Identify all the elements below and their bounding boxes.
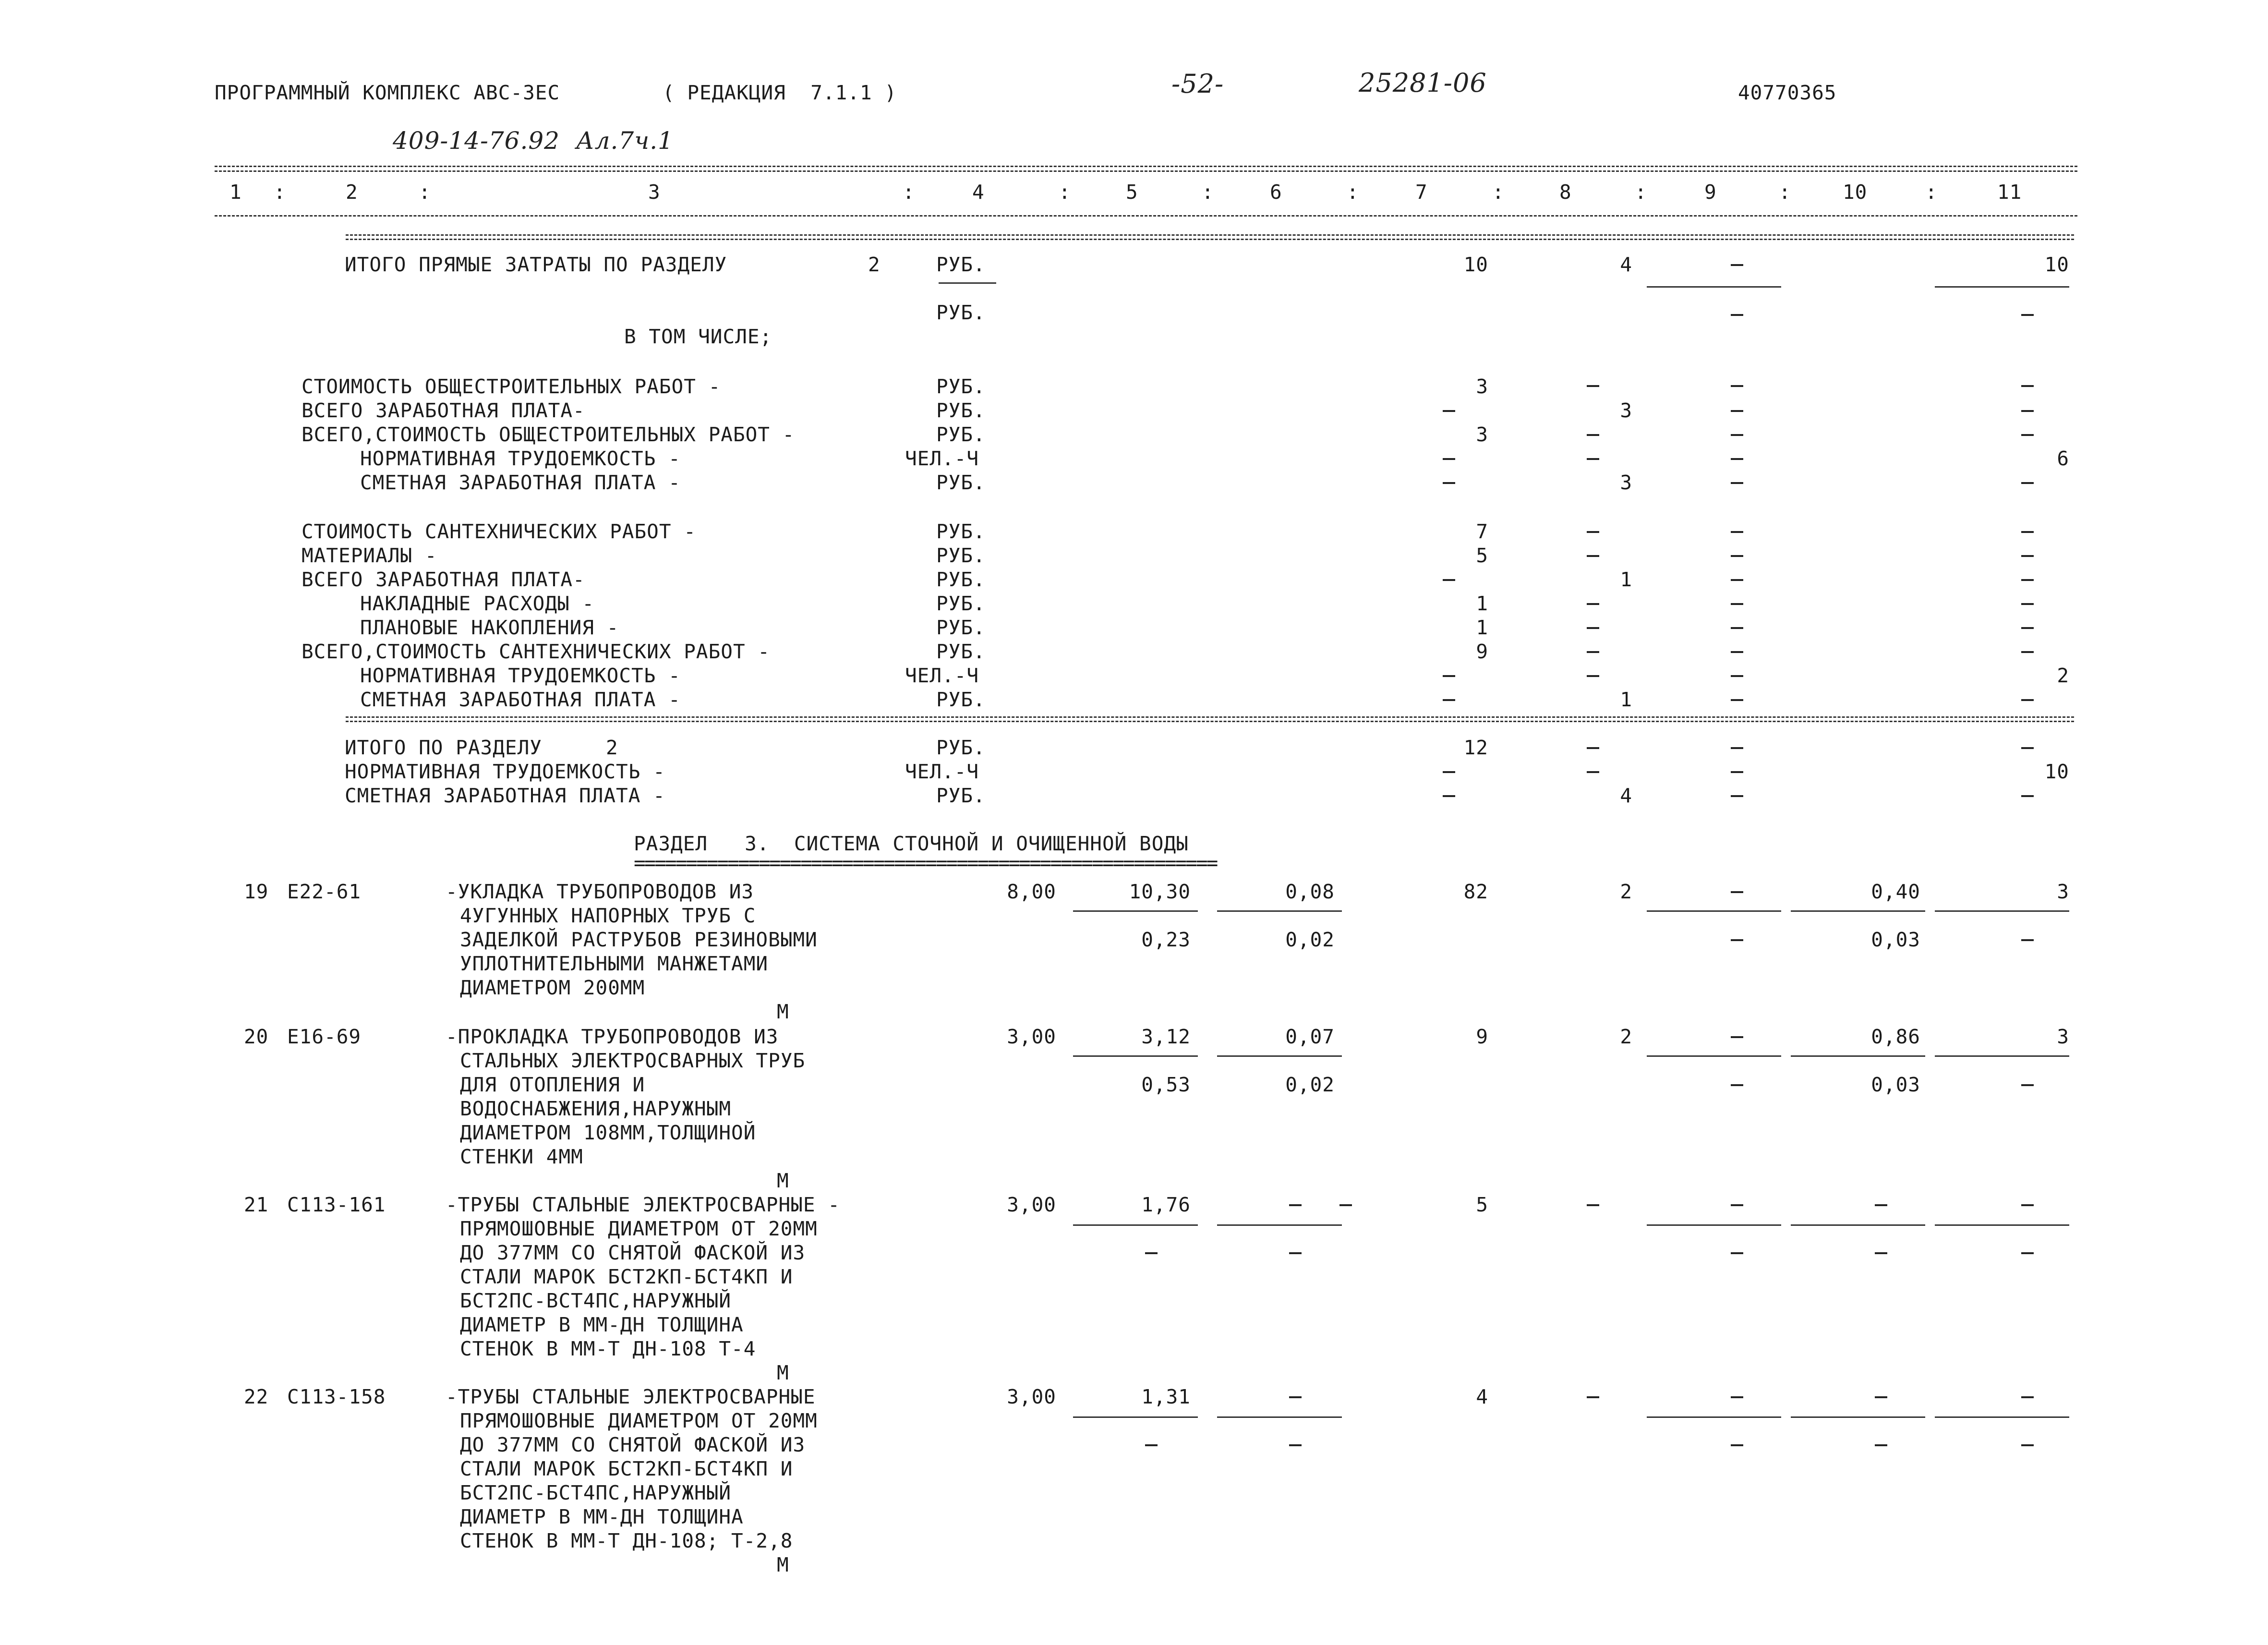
frac-line [1647,1055,1781,1057]
unit-rub: РУБ. [936,784,986,807]
item-desc-line: ДИАМЕТР В ММ-ДН ТОЛЩИНА [460,1313,744,1336]
item-unit: М [777,1169,789,1192]
unit-chel: ЧЕЛ.-Ч [905,664,979,687]
unit-rub: РУБ. [936,688,986,711]
unit-rub: РУБ. [936,301,986,324]
dash [2021,531,2034,533]
item-desc-line: БСТ2ПС-ВСТ4ПС,НАРУЖНЫЙ [460,1289,732,1312]
dash [1875,1396,1887,1398]
dash [2021,1396,2034,1398]
frac-line [1073,1055,1198,1057]
value: 2 [2057,664,2069,687]
row-label: ВСЕГО,СТОИМОСТЬ ОБЩЕСТРОИТЕЛЬНЫХ РАБОТ - [302,423,795,446]
dash [1289,1444,1302,1446]
item-code: С113-158 [287,1385,386,1408]
row-label: НОРМАТИВНАЯ ТРУДОЕМКОСТЬ - [345,760,665,783]
document-page: ПРОГРАММНЫЙ КОМПЛЕКС АВС-ЗЕС ( РЕДАКЦИЯ 7.1.1 ) -52- 25281-06 40770365 409-14-76.92 Ал.7ч.1 1 : 2 : 3 : 4 : 5 : 6 : 7 : 8 : 9 : 10 : 11 ИТОГО ПРЯМЫЕ ЗАТРАТЫ ПО РАЗДЕЛУ 2 РУБ. 10 4 10 РУБ. В ТОМ ЧИСЛЕ; СТОИМОСТЬ ОБЩЕСТРОИТЕЛЬНЫХ РАБОТ - РУБ. 3 ВСЕГО ЗАРАБОТНАЯ ПЛАТА- РУБ. 3 ВСЕГО,СТОИМОСТЬ ОБЩЕСТРОИТЕЛЬНЫХ РАБОТ - РУБ. 3 НОРМАТИВНАЯ ТРУДОЕМКОСТЬ - ЧЕЛ.-Ч 6 СМЕТНАЯ ЗАРАБОТНАЯ ПЛАТА - РУБ. 3 СТОИМОСТЬ САНТЕХНИЧЕСКИХ РАБОТ - РУБ. 7 МАТЕРИАЛЫ - РУБ. 5 ВСЕГО ЗАРАБОТНАЯ ПЛАТА- РУБ. 1 НАКЛАДНЫЕ РАСХОДЫ - РУБ. 1 ПЛАНОВЫЕ НАКОПЛЕНИЯ - РУБ. 1 ВСЕГО,СТОИМОСТЬ САНТЕХНИЧЕСКИХ РАБОТ - РУБ. 9 НОРМАТИВНАЯ ТРУДОЕМКОСТЬ - ЧЕЛ.-Ч 2 СМЕТНАЯ ЗАРАБОТНАЯ ПЛАТА - РУБ. 1 ИТОГО ПО РАЗДЕЛУ 2 РУБ. 12 НОРМАТИВНАЯ ТРУДОЕМКОСТЬ - ЧЕЛ.-Ч 10 СМЕТНАЯ ЗАРАБОТНАЯ ПЛАТА - РУБ. 4 РАЗДЕЛ 3. СИСТЕМА СТОЧНОЙ И ОЧИЩЕННОЙ ВОДЫ ======================================================== 19 Е22-61 -УКЛАДКА ТРУБОПРОВОДОВ ИЗ 4УГУННЫХ НАПОРНЫХ ТРУБ С ЗАДЕЛКОЙ РАСТРУБОВ РЕЗИНОВЫМИ УПЛОТНИТЕЛЬНЫМИ МАНЖЕТАМИ ДИАМЕТРОМ 200ММ М 8,00 10,30 0,08 0,23 0,02 82 2 0,40 3 0,03 20 Е16-69 -ПРОКЛАДКА ТРУБОПРОВОДОВ ИЗ СТАЛЬНЫХ ЭЛЕКТРОСВАРНЫХ ТРУБ ДЛЯ ОТОПЛЕНИЯ И ВОДОСНАБЖЕНИЯ,НАРУЖНЫМ ДИАМЕТРОМ 108ММ,ТОЛЩИНОЙ СТЕНКИ 4ММ М 3,00 3,12 0,07 0,53 0,02 9 2 0,86 3 0,03 21 С113-161 -ТРУБЫ СТАЛЬНЫЕ ЭЛЕКТРОСВАРНЫЕ - ПРЯМОШОВНЫЕ ДИАМЕТРОМ ОТ 20ММ ДО 377ММ СО СНЯТОЙ ФАСКОЙ ИЗ СТАЛИ МАРОК БСТ2КП-БСТ4КП И БСТ2ПС-ВСТ4ПС,НАРУЖНЫЙ ДИАМЕТР В ММ-ДН ТОЛЩИНА СТЕНОК В ММ-Т ДН-108 Т-4 М 3,00 1,76 5 22 С113-158 -ТРУБЫ СТАЛЬНЫЕ ЭЛЕКТРОСВАРНЫЕ ПРЯМОШОВНЫЕ ДИАМЕТРОМ ОТ 20ММ ДО 377ММ СО СНЯТОЙ ФАСКОЙ ИЗ СТАЛИ МАРОК БСТ2КП-БСТ4КП И БСТ2ПС-БСТ4ПС,НАРУЖНЫЙ ДИАМЕТР В ММ-ДН ТОЛЩИНА СТЕНОК В ММ-Т ДН-108; Т-2,8 М 3,00 1,31 4 [0,0,2268,1645]
item-desc-line: СТАЛИ МАРОК БСТ2КП-БСТ4КП И [460,1265,793,1288]
frac-line [1935,1416,2069,1418]
frac-line [1647,1416,1781,1418]
item-c11: 3 [2057,1025,2069,1048]
program-name: ПРОГРАММНЫЙ КОМПЛЕКС АВС-ЗЕС [215,81,560,104]
section-rule [346,716,2074,718]
header-rule-top-2 [215,170,2077,172]
total-direct-label: ИТОГО ПРЯМЫЕ ЗАТРАТЫ ПО РАЗДЕЛУ [345,253,727,276]
doc-reference: 409-14-76.92 Ал.7ч.1 [393,127,674,155]
item-no: 21 [244,1193,269,1216]
item-desc-line: -ПРОКЛАДКА ТРУБОПРОВОДОВ ИЗ [446,1025,779,1048]
header-rule-bottom [215,215,2077,217]
dash [1731,603,1743,605]
col-6: 6 [1270,181,1282,204]
item-desc-line: БСТ2ПС-БСТ4ПС,НАРУЖНЫЙ [460,1481,732,1504]
item-desc-line: -УКЛАДКА ТРУБОПРОВОДОВ ИЗ [446,880,754,903]
dash [1145,1444,1158,1446]
unit-rub: РУБ. [936,375,986,398]
item-c5b: 0,23 [1141,928,1191,951]
item-desc-line: ПРЯМОШОВНЫЕ ДИАМЕТРОМ ОТ 20ММ [460,1217,818,1240]
frac-line [1647,286,1781,288]
dash [1731,434,1743,436]
row-label: ВСЕГО,СТОИМОСТЬ САНТЕХНИЧЕСКИХ РАБОТ - [302,640,770,663]
dash [2021,627,2034,629]
frac-line [1647,910,1781,912]
row-label: СТОИМОСТЬ САНТЕХНИЧЕСКИХ РАБОТ - [302,520,696,543]
value: 1 [1476,592,1488,615]
dash [1289,1204,1302,1206]
dash [1587,1204,1599,1206]
item-qty: 3,00 [1007,1385,1056,1408]
dash [1443,699,1455,701]
dash [2021,747,2034,749]
col-5: 5 [1126,181,1138,204]
dash [1875,1204,1887,1206]
dash [1443,675,1455,677]
dash [1731,579,1743,581]
item-desc-line: УПЛОТНИТЕЛЬНЫМИ МАНЖЕТАМИ [460,952,769,975]
frac-line [1791,1224,1925,1226]
value: 4 [1620,784,1632,807]
item-desc-line: СТАЛЬНЫХ ЭЛЕКТРОСВАРНЫХ ТРУБ [460,1049,806,1072]
frac-line [1217,1055,1342,1057]
item-desc-line: СТЕНОК В ММ-Т ДН-108; Т-2,8 [460,1529,793,1552]
dash [1443,458,1455,460]
frac-line [1791,1416,1925,1418]
dash [1145,1252,1158,1254]
item-c11: 3 [2057,880,2069,903]
dash [1587,531,1599,533]
dash [1443,410,1455,412]
item-desc-line: -ТРУБЫ СТАЛЬНЫЕ ЭЛЕКТРОСВАРНЫЕ - [446,1193,840,1216]
doc-code: 40770365 [1738,81,1837,104]
unit-rub: РУБ. [936,520,986,543]
section-3-title: РАЗДЕЛ 3. СИСТЕМА СТОЧНОЙ И ОЧИЩЕННОЙ ВОДЫ [634,832,1189,855]
dash [1289,1252,1302,1254]
dash [1875,1444,1887,1446]
section-total-label: ИТОГО ПО РАЗДЕЛУ [345,736,542,759]
value: 1 [1620,688,1632,711]
unit-chel: ЧЕЛ.-Ч [905,447,979,470]
dash [2021,1204,2034,1206]
item-c8: 2 [1620,1025,1632,1048]
item-c7: 9 [1476,1025,1488,1048]
frac-line [1217,910,1342,912]
item-c6: 0,08 [1285,880,1335,903]
item-c5: 1,76 [1141,1193,1191,1216]
dash [1731,1444,1743,1446]
item-desc-line: СТАЛИ МАРОК БСТ2КП-БСТ4КП И [460,1457,793,1480]
dash [1731,458,1743,460]
dash [1731,795,1743,797]
dash [1587,434,1599,436]
item-desc-line: ДЛЯ ОТОПЛЕНИЯ И [460,1073,645,1096]
dash [1731,747,1743,749]
item-c5b: 0,53 [1141,1073,1191,1096]
item-c10: 0,86 [1871,1025,1920,1048]
item-no: 19 [244,880,269,903]
dash [2021,434,2034,436]
item-code: С113-161 [287,1193,386,1216]
dash [1443,771,1455,773]
item-c10b: 0,03 [1871,1073,1920,1096]
dash [1731,482,1743,484]
dash [1443,579,1455,581]
row-label: НОРМАТИВНАЯ ТРУДОЕМКОСТЬ - [360,447,681,470]
item-desc-line: ДО 377ММ СО СНЯТОЙ ФАСКОЙ ИЗ [460,1241,806,1264]
item-unit: М [777,1361,789,1384]
unit-rub: РУБ. [936,640,986,663]
col-10: 10 [1843,181,1868,204]
item-qty: 3,00 [1007,1025,1056,1048]
dash [2021,795,2034,797]
dash [1587,675,1599,677]
row-label: ВСЕГО ЗАРАБОТНАЯ ПЛАТА- [302,399,585,422]
dash [1731,410,1743,412]
dash [1587,747,1599,749]
item-desc-line: 4УГУННЫХ НАПОРНЫХ ТРУБ С [460,904,756,927]
dash [1731,627,1743,629]
col-11: 11 [1997,181,2022,204]
dash [2021,1084,2034,1086]
item-c10b: 0,03 [1871,928,1920,951]
dash [1731,555,1743,557]
dash [1731,891,1743,893]
unit-rub: РУБ. [936,253,986,276]
unit-rub: РУБ. [936,544,986,567]
frac-line [1935,910,2069,912]
dash [2021,651,2034,653]
dash [1587,458,1599,460]
row-label: ВСЕГО ЗАРАБОТНАЯ ПЛАТА- [302,568,585,591]
dash [1587,555,1599,557]
row-label: СТОИМОСТЬ ОБЩЕСТРОИТЕЛЬНЫХ РАБОТ - [302,375,721,398]
dash [1731,1204,1743,1206]
in-that-number: В ТОМ ЧИСЛЕ; [624,325,772,348]
col-2: 2 [346,181,358,204]
col-7: 7 [1415,181,1428,204]
value: 6 [2057,447,2069,470]
col-3: 3 [648,181,661,204]
dash [1339,1204,1352,1206]
item-c6b: 0,02 [1285,1073,1335,1096]
item-desc-line: ЗАДЕЛКОЙ РАСТРУБОВ РЕЗИНОВЫМИ [460,928,818,951]
dash [1731,771,1743,773]
total-direct-c8: 4 [1620,253,1632,276]
value: 9 [1476,640,1488,663]
dash [1443,795,1455,797]
row-label: СМЕТНАЯ ЗАРАБОТНАЯ ПЛАТА - [345,784,665,807]
row-label: СМЕТНАЯ ЗАРАБОТНАЯ ПЛАТА - [360,471,681,494]
item-c8: 2 [1620,880,1632,903]
col-1: 1 [229,181,242,204]
row-label: ПЛАНОВЫЕ НАКОПЛЕНИЯ - [360,616,619,639]
item-no: 20 [244,1025,269,1048]
dash [2021,579,2034,581]
value: 3 [1620,471,1632,494]
frac-line [939,282,996,284]
value: 7 [1476,520,1488,543]
item-code: Е22-61 [287,880,362,903]
item-unit: М [777,1000,789,1023]
dash [2021,699,2034,701]
dash [1731,1036,1743,1038]
item-code: Е16-69 [287,1025,362,1048]
dash [1731,939,1743,941]
dash [1587,627,1599,629]
dash [1731,1396,1743,1398]
unit-rub: РУБ. [936,616,986,639]
section-rule-2 [346,239,2074,240]
dash [1731,1252,1743,1254]
dash [2021,603,2034,605]
item-c5: 3,12 [1141,1025,1191,1048]
dash [1731,651,1743,653]
dash [2021,555,2034,557]
value: 3 [1476,423,1488,446]
value: 5 [1476,544,1488,567]
total-direct-num: 2 [868,253,881,276]
unit-rub: РУБ. [936,399,986,422]
unit-chel: ЧЕЛ.-Ч [905,760,979,783]
item-desc-line: СТЕНОК В ММ-Т ДН-108 Т-4 [460,1337,756,1360]
item-c7: 5 [1476,1193,1488,1216]
total-direct-c7: 10 [1463,253,1488,276]
item-c5: 1,31 [1141,1385,1191,1408]
dash [2021,939,2034,941]
item-c6: 0,07 [1285,1025,1335,1048]
dash [2021,1252,2034,1254]
dash [1731,675,1743,677]
item-c10: 0,40 [1871,880,1920,903]
frac-line [1217,1224,1342,1226]
dash [2021,385,2034,387]
value: 10 [2044,760,2069,783]
dash [1289,1396,1302,1398]
dash [2021,410,2034,412]
item-c7: 4 [1476,1385,1488,1408]
dash [2021,314,2034,316]
program-edition: ( РЕДАКЦИЯ 7.1.1 ) [663,81,897,104]
frac-line [1935,1055,2069,1057]
dash [1875,1252,1887,1254]
col-8: 8 [1559,181,1572,204]
section-rule-2 [346,721,2074,722]
total-direct-c11: 10 [2044,253,2069,276]
dash [2021,1444,2034,1446]
frac-line [1217,1416,1342,1418]
item-desc-line: ДИАМЕТРОМ 200ММ [460,976,645,999]
item-no: 22 [244,1385,269,1408]
item-desc-line: ВОДОСНАБЖЕНИЯ,НАРУЖНЫМ [460,1097,732,1120]
section-total-num: 2 [606,736,618,759]
frac-line [1791,1055,1925,1057]
frac-line [1073,1224,1198,1226]
unit-rub: РУБ. [936,736,986,759]
value: 12 [1463,736,1488,759]
dash [1587,771,1599,773]
item-desc-line: ДИАМЕТРОМ 108ММ,ТОЛЩИНОЙ [460,1121,756,1144]
item-c6b: 0,02 [1285,928,1335,951]
unit-rub: РУБ. [936,568,986,591]
dash [1731,531,1743,533]
unit-rub: РУБ. [936,423,986,446]
item-desc-line: -ТРУБЫ СТАЛЬНЫЕ ЭЛЕКТРОСВАРНЫЕ [446,1385,816,1408]
item-qty: 8,00 [1007,880,1056,903]
dash [1731,314,1743,316]
dash [1587,1396,1599,1398]
value: 3 [1476,375,1488,398]
item-desc-line: ПРЯМОШОВНЫЕ ДИАМЕТРОМ ОТ 20ММ [460,1409,818,1432]
doc-number: 25281-06 [1359,68,1487,98]
col-9: 9 [1704,181,1717,204]
frac-line [1935,1224,2069,1226]
section-rule [346,234,2074,236]
item-desc-line: ДИАМЕТР В ММ-ДН ТОЛЩИНА [460,1505,744,1528]
value: 1 [1476,616,1488,639]
frac-line [1647,1224,1781,1226]
value: 3 [1620,399,1632,422]
dash [2021,482,2034,484]
page-number: -52- [1171,69,1224,99]
item-c5: 10,30 [1129,880,1191,903]
dash [1587,385,1599,387]
row-label: СМЕТНАЯ ЗАРАБОТНАЯ ПЛАТА - [360,688,681,711]
frac-line [1791,910,1925,912]
frac-line [1935,286,2069,288]
dash [1587,603,1599,605]
section-3-underline: ======================================================== [634,851,1217,874]
dash [1731,1084,1743,1086]
header-rule-top [215,166,2077,167]
item-unit: М [777,1553,789,1576]
unit-rub: РУБ. [936,592,986,615]
item-c7: 82 [1463,880,1488,903]
value: 1 [1620,568,1632,591]
dash [1731,385,1743,387]
unit-rub: РУБ. [936,471,986,494]
col-4: 4 [972,181,985,204]
dash [1443,482,1455,484]
dash [1731,699,1743,701]
dash [1587,651,1599,653]
item-desc-line: СТЕНКИ 4ММ [460,1145,583,1168]
row-label: НАКЛАДНЫЕ РАСХОДЫ - [360,592,594,615]
frac-line [1073,1416,1198,1418]
item-qty: 3,00 [1007,1193,1056,1216]
row-label: НОРМАТИВНАЯ ТРУДОЕМКОСТЬ - [360,664,681,687]
row-label: МАТЕРИАЛЫ - [302,544,437,567]
frac-line [1073,910,1198,912]
dash [1731,264,1743,266]
item-desc-line: ДО 377ММ СО СНЯТОЙ ФАСКОЙ ИЗ [460,1433,806,1456]
